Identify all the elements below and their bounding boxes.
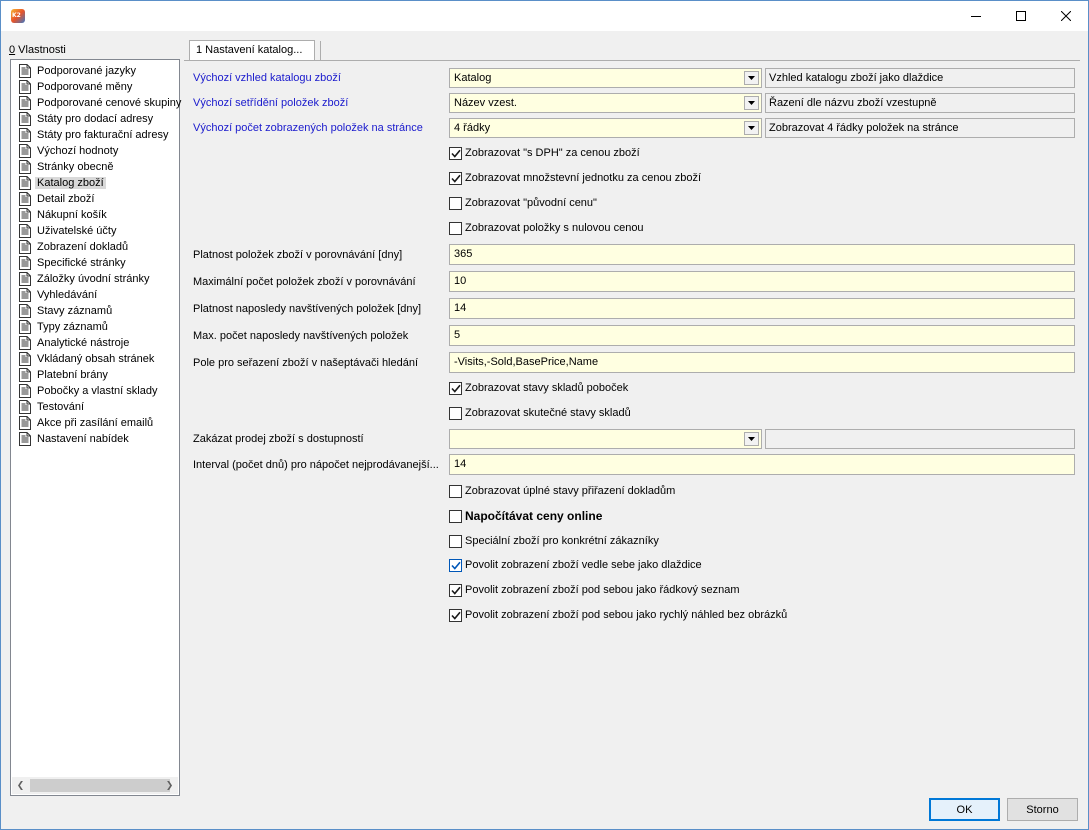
tree-item-label: Záložky úvodní stránky — [37, 273, 150, 285]
tree-item[interactable] — [11, 271, 179, 287]
tree-item-label: Typy záznamů — [37, 321, 108, 333]
block-sale-label: Zakázat prodej zboží s dostupností — [193, 433, 364, 445]
tree-item[interactable] — [11, 431, 179, 447]
document-icon — [19, 304, 31, 318]
tree-item[interactable] — [11, 111, 179, 127]
checkbox-box[interactable] — [449, 609, 462, 622]
tree-item[interactable] — [11, 239, 179, 255]
document-icon — [19, 256, 31, 270]
document-icon — [19, 384, 31, 398]
tree-item[interactable] — [11, 319, 179, 335]
document-icon — [19, 176, 31, 190]
tree-item-label: Nákupní košík — [37, 209, 107, 221]
visited-max-input[interactable]: 5 — [449, 325, 1075, 346]
tree-item[interactable] — [11, 367, 179, 383]
tree-item[interactable] — [11, 127, 179, 143]
maximize-icon — [1016, 11, 1026, 21]
document-icon — [19, 288, 31, 302]
document-icon — [19, 64, 31, 78]
default-sort-label: Výchozí setřídění položek zboží — [193, 97, 349, 109]
tree-item[interactable] — [11, 159, 179, 175]
default-view-value: Katalog — [454, 72, 492, 84]
properties-header-label: Vlastnosti — [15, 44, 66, 56]
document-icon — [19, 96, 31, 110]
checkmark-icon — [451, 149, 461, 158]
document-icon — [19, 400, 31, 414]
tree-item[interactable] — [11, 175, 179, 191]
tree-item-label: Testování — [37, 401, 85, 413]
compare-max-input[interactable]: 10 — [449, 271, 1075, 292]
tree-item[interactable] — [11, 143, 179, 159]
tree-item-label: Stránky obecně — [37, 161, 114, 173]
tree-item[interactable] — [11, 351, 179, 367]
tab-catalog-settings[interactable]: 1 Nastavení katalog... — [189, 40, 315, 60]
whisper-sort-label: Pole pro seřazení zboží v našeptávači hledání — [193, 357, 419, 369]
default-sort-description: Řazení dle názvu zboží vzestupně — [765, 93, 1075, 113]
tree-item[interactable] — [11, 335, 179, 351]
block-sale-description — [765, 429, 1075, 449]
allow-quick-view-label: Povolit zobrazení zboží pod sebou jako rychlý náhled bez obrázků — [465, 609, 788, 621]
document-icon — [19, 352, 31, 366]
checkbox-box[interactable] — [449, 222, 462, 235]
properties-tree-list — [11, 63, 182, 447]
online-prices-label: Napočítávat ceny online — [465, 509, 603, 523]
checkbox-box[interactable] — [449, 584, 462, 597]
tree-item-label: Pobočky a vlastní sklady — [37, 385, 158, 397]
tree-item-label: Stavy záznamů — [37, 305, 113, 317]
scroll-left-icon[interactable]: ❮ — [16, 780, 25, 790]
checkmark-icon — [451, 586, 461, 595]
default-count-description: Zobrazovat 4 řádky položek na stránce — [765, 118, 1075, 138]
allow-rows-label: Povolit zobrazení zboží pod sebou jako řádkový seznam — [465, 584, 740, 596]
document-icon — [19, 272, 31, 286]
visited-validity-label: Platnost naposledy navštívených položek [dny] — [193, 303, 422, 315]
compare-validity-input[interactable]: 365 — [449, 244, 1075, 265]
default-count-label: Výchozí počet zobrazených položek na stránce — [193, 122, 423, 134]
default-sort-select[interactable] — [449, 93, 762, 113]
minimize-button[interactable] — [953, 1, 998, 31]
document-icon — [19, 432, 31, 446]
compare-validity-label: Platnost položek zboží v porovnávání [dny] — [193, 249, 403, 261]
interval-label: Interval (počet dnů) pro nápočet nejprodávanejší... — [193, 459, 439, 471]
default-count-select[interactable] — [449, 118, 762, 138]
ok-button[interactable]: OK — [929, 798, 1000, 821]
show-with-vat-label: Zobrazovat "s DPH" za cenou zboží — [465, 147, 640, 159]
document-icon — [19, 320, 31, 334]
checkbox-box[interactable] — [449, 535, 462, 548]
document-icon — [19, 368, 31, 382]
visited-validity-input[interactable]: 14 — [449, 298, 1075, 319]
tree-item-label: Platební brány — [37, 369, 108, 381]
tree-item-label: Specifické stránky — [37, 257, 126, 269]
tree-item-label: Analytické nástroje — [37, 337, 130, 349]
show-original-price-label: Zobrazovat "původní cenu" — [465, 197, 597, 209]
scrollbar-thumb[interactable] — [30, 779, 170, 792]
checkbox-box[interactable] — [449, 147, 462, 160]
document-icon — [19, 224, 31, 238]
tree-item-label: Výchozí hodnoty — [37, 145, 119, 157]
document-icon — [19, 112, 31, 126]
default-view-select[interactable] — [449, 68, 762, 88]
tree-item[interactable] — [11, 223, 179, 239]
special-goods-label: Speciální zboží pro konkrétní zákazníky — [465, 535, 659, 547]
chevron-down-icon[interactable] — [744, 121, 759, 135]
tree-item[interactable] — [11, 207, 179, 223]
app-logo-text: K2 — [12, 12, 21, 19]
tree-item-label: Vkládaný obsah stránek — [37, 353, 155, 365]
tree-item-label: Zobrazení dokladů — [37, 241, 129, 253]
show-full-assignment-label: Zobrazovat úplné stavy přiřazení dokladům — [465, 485, 676, 497]
allow-tiles-label: Povolit zobrazení zboží vedle sebe jako dlaždice — [465, 559, 702, 571]
document-icon — [19, 208, 31, 222]
app-logo-icon — [11, 9, 25, 23]
checkmark-icon — [451, 174, 461, 183]
tree-item[interactable] — [11, 383, 179, 399]
tree-item-label: Podporované jazyky — [37, 65, 137, 77]
checkbox-box[interactable] — [449, 197, 462, 210]
close-icon — [1061, 11, 1071, 21]
tree-item-label: Státy pro fakturační adresy — [37, 129, 169, 141]
tree-item-label: Katalog zboží — [37, 177, 104, 189]
tree-item-label: Podporované cenové skupiny — [37, 97, 182, 109]
whisper-sort-input[interactable]: -Visits,-Sold,BasePrice,Name — [449, 352, 1075, 373]
tree-item[interactable] — [11, 63, 179, 79]
block-sale-select[interactable] — [449, 429, 762, 449]
chevron-down-icon[interactable] — [744, 71, 759, 85]
checkbox-box[interactable] — [449, 485, 462, 498]
tree-item-label: Podporované měny — [37, 81, 133, 93]
checkmark-icon — [451, 611, 461, 620]
chevron-down-icon[interactable] — [744, 432, 759, 446]
tree-item[interactable] — [11, 287, 179, 303]
tree-item[interactable] — [11, 79, 179, 95]
checkmark-icon — [451, 384, 461, 393]
tree-item-label: Uživatelské účty — [37, 225, 117, 237]
scroll-right-icon[interactable]: ❯ — [165, 780, 174, 790]
show-branch-stock-label: Zobrazovat stavy skladů poboček — [465, 382, 629, 394]
show-zero-price-label: Zobrazovat položky s nulovou cenou — [465, 222, 644, 234]
tree-item[interactable] — [11, 255, 179, 271]
document-icon — [19, 160, 31, 174]
document-icon — [19, 416, 31, 430]
default-count-value: 4 řádky — [454, 122, 491, 134]
properties-header — [9, 44, 66, 56]
show-unit-label: Zobrazovat množstevní jednotku za cenou zboží — [465, 172, 702, 184]
default-view-description: Vzhled katalogu zboží jako dlaždice — [765, 68, 1075, 88]
document-icon — [19, 336, 31, 350]
compare-max-label: Maximální počet položek zboží v porovnávání — [193, 276, 416, 288]
document-icon — [19, 80, 31, 94]
tab-separator — [320, 41, 321, 60]
tree-item[interactable] — [11, 95, 182, 111]
tree-item-label: Nastavení nabídek — [37, 433, 129, 445]
cancel-button[interactable]: Storno — [1007, 798, 1078, 821]
checkbox-box[interactable] — [449, 559, 462, 572]
default-sort-value: Název vzest. — [454, 97, 517, 109]
settings-panel — [184, 60, 1080, 796]
title-bar — [1, 1, 1088, 31]
tree-item-label: Akce při zasílání emailů — [37, 417, 154, 429]
document-icon — [19, 144, 31, 158]
tree-item[interactable] — [11, 303, 179, 319]
close-button[interactable] — [1043, 1, 1088, 31]
tree-item-label: Detail zboží — [37, 193, 95, 205]
interval-input[interactable]: 14 — [449, 454, 1075, 475]
visited-max-label: Max. počet naposledy navštívených položek — [193, 330, 409, 342]
tree-item-label: Státy pro dodací adresy — [37, 113, 154, 125]
chevron-down-icon[interactable] — [744, 96, 759, 110]
properties-tree[interactable] — [10, 59, 180, 796]
checkbox-box[interactable] — [449, 407, 462, 420]
tree-item[interactable] — [11, 399, 179, 415]
show-real-stock-label: Zobrazovat skutečné stavy skladů — [465, 407, 631, 419]
document-icon — [19, 192, 31, 206]
properties-header-hotkey: 0 — [9, 44, 16, 56]
minimize-icon — [971, 11, 981, 21]
tree-item-label: Vyhledávání — [37, 289, 98, 301]
document-icon — [19, 240, 31, 254]
default-view-label: Výchozí vzhled katalogu zboží — [193, 72, 341, 84]
document-icon — [19, 128, 31, 142]
checkmark-icon — [451, 561, 461, 570]
tree-item[interactable] — [11, 191, 179, 207]
checkbox-box[interactable] — [449, 510, 462, 523]
checkbox-box[interactable] — [449, 172, 462, 185]
maximize-button[interactable] — [998, 1, 1043, 31]
checkbox-box[interactable] — [449, 382, 462, 395]
tree-item[interactable] — [11, 415, 179, 431]
horizontal-scrollbar[interactable] — [12, 777, 178, 794]
